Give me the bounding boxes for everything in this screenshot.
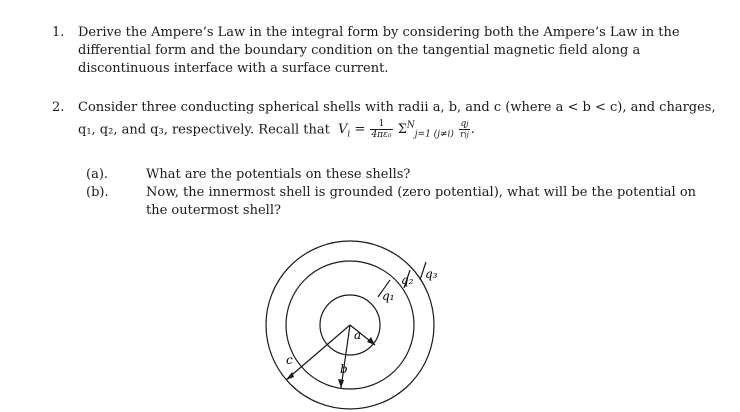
question-2 — [52, 99, 722, 149]
formula-term-den: rij — [460, 130, 469, 141]
label-b: b — [340, 362, 348, 376]
formula-frac-den: 4πε₀ — [371, 130, 392, 141]
radius-c-arrow — [286, 372, 294, 380]
question-1-line: differential form and the boundary condition on the tangential magnetic field along a — [78, 43, 641, 58]
potential-formula — [337, 119, 475, 141]
label-c: c — [286, 353, 293, 367]
part-b — [86, 184, 706, 220]
question-2-line — [78, 117, 716, 144]
formula-eq: = — [354, 122, 366, 138]
label-q1: q₁ — [382, 289, 395, 303]
part-a-text: What are the potentials on these shells? — [146, 167, 411, 182]
part-b-text: the outermost shell? — [146, 203, 281, 218]
question-2-text — [78, 99, 716, 144]
label-q2: q₂ — [401, 273, 414, 287]
question-2-number: 2. — [52, 100, 65, 115]
question-2-line: Consider three conducting spherical shells with radii a, b, and c (where a < b < c), and charges, — [78, 100, 716, 115]
formula-term-fraction — [459, 119, 470, 140]
part-b-text: Now, the innermost shell is grounded (zero potential), what will be the potential on — [146, 185, 697, 200]
radius-b-line — [341, 325, 350, 388]
formula-lhs: V — [337, 122, 348, 138]
formula-sum-range: N — [406, 121, 415, 131]
formula-frac-num: 1 — [370, 119, 392, 130]
formula-sum-sub: j=1 (j≠i) — [414, 129, 454, 140]
question-1-number: 1. — [52, 25, 65, 40]
label-a: a — [354, 328, 362, 342]
formula-lhs-sub: i — [347, 129, 351, 140]
question-2-line-prefix: q₁, q₂, and q₃, respectively. Recall that — [78, 122, 330, 138]
radius-a-arrow — [367, 337, 375, 345]
question-1 — [52, 24, 712, 84]
radius-b-arrow — [338, 379, 344, 388]
question-1-text — [78, 24, 680, 78]
question-1-line: Derive the Ampere’s Law in the integral form by considering both the Ampere’s Law in the — [78, 25, 680, 40]
formula-term-num: qj — [460, 119, 469, 130]
formula-end: . — [470, 122, 475, 138]
part-b-label: (b). — [86, 185, 109, 200]
formula-constant-fraction — [370, 119, 392, 140]
part-a-label: (a). — [86, 167, 109, 182]
spherical-shells-diagram — [230, 230, 490, 410]
part-a — [86, 166, 706, 184]
question-1-line: discontinuous interface with a surface current. — [78, 61, 389, 76]
formula-sum: Σ — [397, 122, 407, 138]
label-q3: q₃ — [425, 267, 438, 281]
